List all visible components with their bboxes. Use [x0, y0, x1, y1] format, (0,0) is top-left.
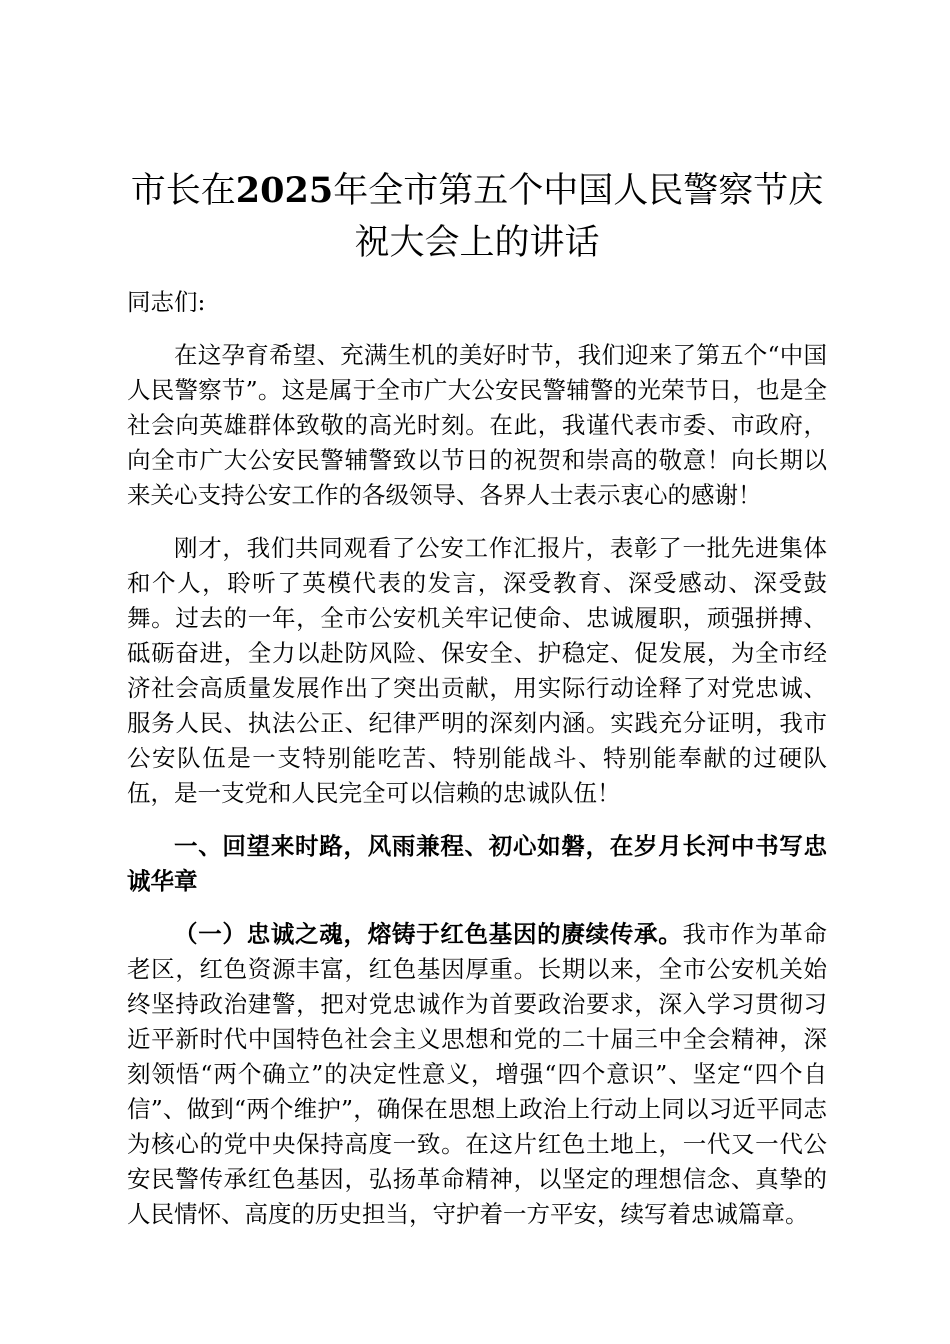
subsection-1-lead: （一）忠诚之魂，熔铸于红色基因的赓续传承。 — [174, 920, 683, 948]
paragraph-1: 在这孕育希望、充满生机的美好时节，我们迎来了第五个“中国人民警察节”。这是属于全市广大公安民警辅警的光荣节日，也是全社会向英雄群体致敬的高光时刻。在此，我谨代表市委、市政府，向全市广大公安民警辅警致以节日的祝贺和崇高的敬意！向长期以来关心支持公安工作的各级领导、各界人士表示衷心的感谢！ — [127, 341, 827, 509]
document-page — [127, 165, 827, 1232]
title-suffix: 年全市第五个中国人民警察节庆祝大会上的讲话 — [333, 171, 824, 263]
section-1-heading: 一、回望来时路，风雨兼程、初心如磐，在岁月长河中书写忠诚华章 — [127, 832, 827, 895]
subsection-1-body: 我市作为革命老区，红色资源丰富，红色基因厚重。长期以来，全市公安机关始终坚持政治建警，把对党忠诚作为首要政治要求，深入学习贯彻习近平新时代中国特色社会主义思想和党的二十届三中全会精神，深刻领悟“两个确立”的决定性意义，增强“四个意识”、坚定“四个自信”、做到“两个维护”，确保在思想上政治上行动上同以习近平同志为核心的党中央保持高度一致。在这片红色土地上，一代又一代公安民警传承红色基因，弘扬革命精神，以坚定的理想信念、真挚的人民情怀、高度的历史担当，守护着一方平安，续写着忠诚篇章。 — [127, 920, 828, 1228]
paragraph-2: 刚才，我们共同观看了公安工作汇报片，表彰了一批先进集体和个人，聆听了英模代表的发言，深受教育、深受感动、深受鼓舞。过去的一年，全市公安机关牢记使命、忠诚履职，顽强拼搏、砥砺奋进，全力以赴防风险、保安全、护稳定、促发展，为全市经济社会高质量发展作出了突出贡献，用实际行动诠释了对党忠诚、服务人民、执法公正、纪律严明的深刻内涵。实践充分证明，我市公安队伍是一支特别能吃苦、特别能战斗、特别能奉献的过硬队伍，是一支党和人民完全可以信赖的忠诚队伍！ — [127, 534, 827, 807]
subsection-1-paragraph — [127, 917, 827, 1232]
document-title — [127, 165, 827, 269]
title-prefix: 市长在 — [130, 171, 236, 211]
title-year: 2025 — [235, 170, 334, 211]
salutation: 同志们: — [127, 288, 206, 316]
